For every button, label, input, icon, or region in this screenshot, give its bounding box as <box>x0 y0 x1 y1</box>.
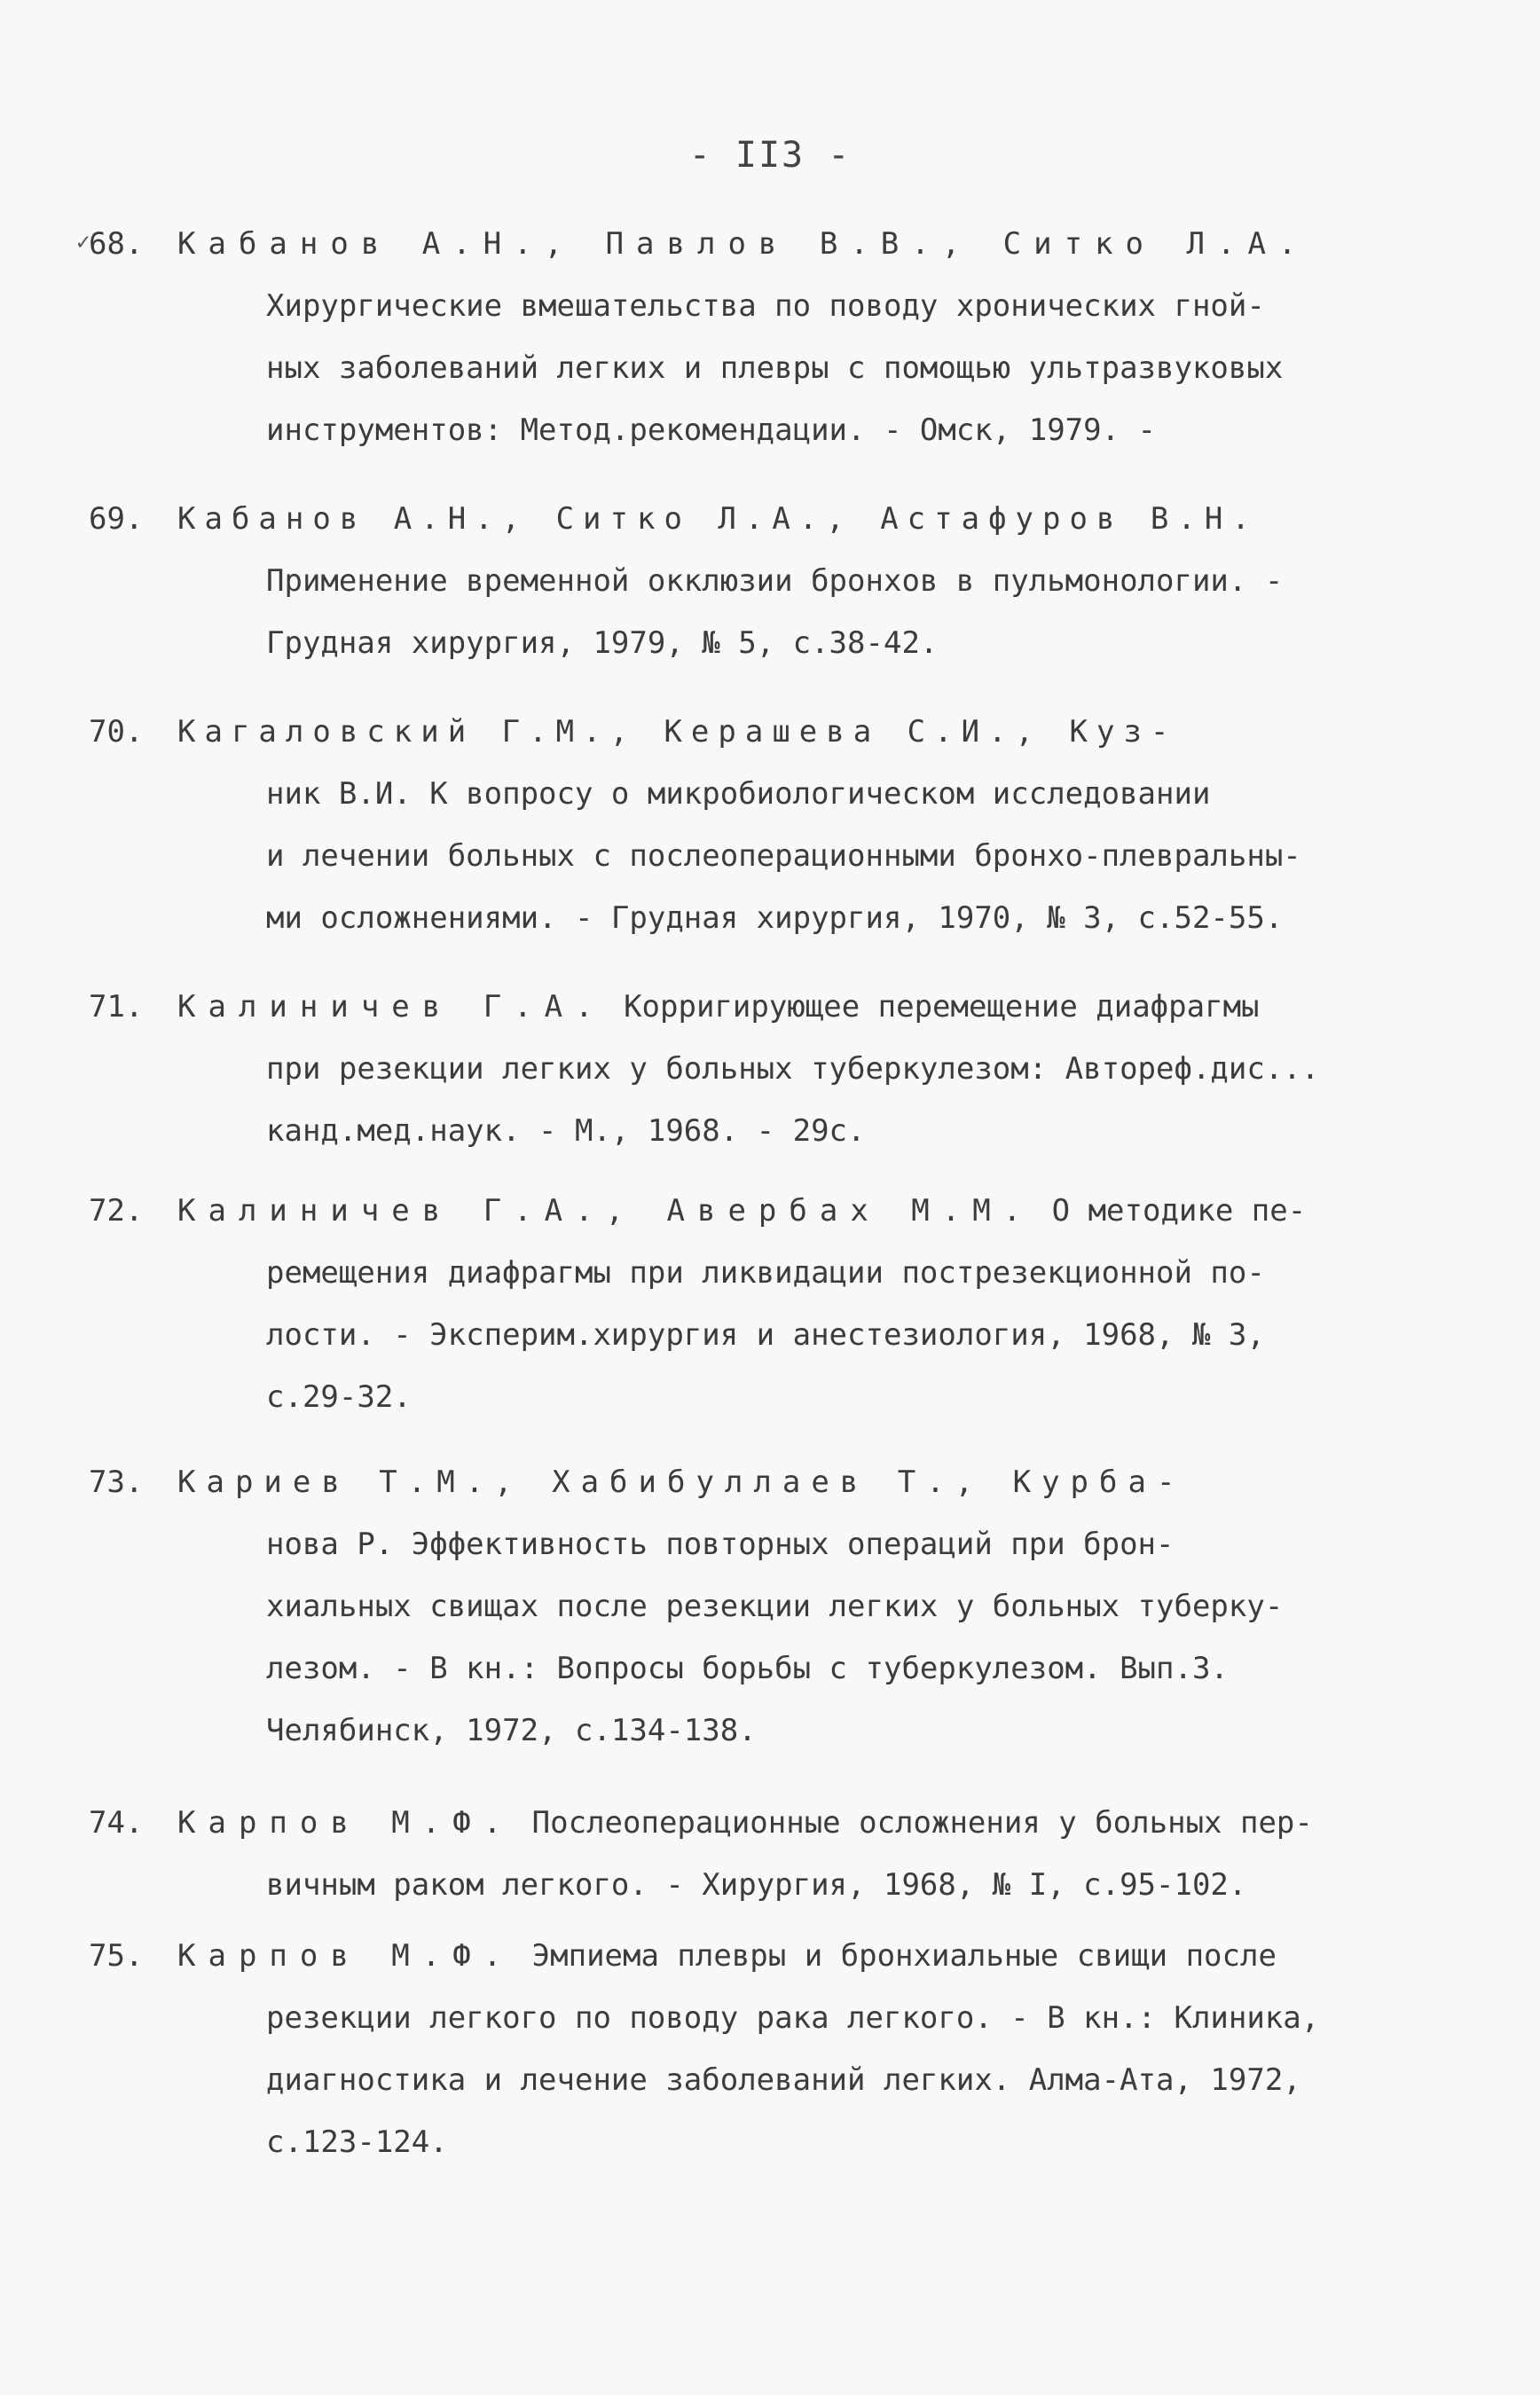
entry-first-line <box>89 1180 1473 1242</box>
entry-line: ми осложнениями. - Грудная хирургия, 1970, № 3, с.52-55. <box>266 900 1284 936</box>
entry-number: 75. <box>89 1938 144 1974</box>
entry-line: ремещения диафрагмы при ликвидации пострезекционной по- <box>266 1255 1265 1291</box>
entry-number: 74. <box>89 1805 144 1841</box>
bibliography-entry-68 <box>89 213 1473 461</box>
entry-number: 71. <box>89 989 144 1025</box>
entry-authors: Кариев Т.М., Хабибуллаев Т., Курба- <box>177 1464 1186 1500</box>
entry-line: резекции легкого по поводу рака легкого. - В кн.: Клиника, <box>266 2000 1320 2036</box>
entry-line: канд.мед.наук. - М., 1968. - 29с. <box>266 1113 866 1149</box>
entry-line: Челябинск, 1972, с.134-138. <box>266 1713 757 1748</box>
entry-first-line <box>89 701 1473 763</box>
entry-line: Применение временной окклюзии бронхов в пульмонологии. - <box>266 563 1284 599</box>
entry-title-start: Эмпиема плевры и бронхиальные свищи после <box>531 1938 1277 1974</box>
entry-line: и лечении больных с послеоперационными бронхо-плевральны- <box>266 838 1301 874</box>
entry-authors: Калиничев Г.А., Авербах М.М. <box>177 1193 1034 1229</box>
entry-line: с.123-124. <box>266 2124 448 2160</box>
entry-line: нова Р. Эффективность повторных операций при брон- <box>266 1527 1175 1562</box>
entry-title-start: Корригирующее перемещение диафрагмы <box>624 989 1260 1025</box>
entry-authors: Кабанов А.Н., Павлов В.В., Ситко Л.А. <box>177 226 1309 262</box>
entry-line: при резекции легких у больных туберкулезом: Автореф.дис... <box>266 1051 1320 1087</box>
entry-authors: Кагаловский Г.М., Керашева С.И., Куз- <box>177 714 1178 750</box>
page-number: - II3 - <box>688 135 852 176</box>
entry-first-line <box>89 976 1473 1038</box>
entry-line: инструментов: Метод.рекомендации. - Омск, 1979. - <box>266 412 1157 448</box>
entry-line: вичным раком легкого. - Хирургия, 1968, № I, с.95-102. <box>266 1867 1247 1903</box>
entry-first-line <box>89 1451 1473 1513</box>
entry-line: лости. - Эксперим.хирургия и анестезиология, 1968, № 3, <box>266 1317 1265 1353</box>
entry-line: с.29-32. <box>266 1379 412 1415</box>
entry-line: ных заболеваний легких и плевры с помощью ультразвуковых <box>266 350 1284 386</box>
bibliography-entry-69 <box>89 488 1473 674</box>
entry-first-line <box>89 488 1473 550</box>
entry-number: 73. <box>89 1464 144 1500</box>
entry-line: ник В.И. К вопросу о микробиологическом исследовании <box>266 776 1211 812</box>
entry-number: 72. <box>89 1193 144 1229</box>
entry-line: Хирургические вмешательства по поводу хронических гной- <box>266 288 1265 324</box>
bibliography-entry-75 <box>89 1925 1473 2173</box>
entry-first-line <box>89 1925 1473 1987</box>
bibliography-entry-70 <box>89 701 1473 949</box>
bibliography-entry-74 <box>89 1792 1473 1916</box>
entry-title-start: О методике пе- <box>1051 1193 1307 1229</box>
entry-line: диагностика и лечение заболеваний легких. Алма-Ата, 1972, <box>266 2062 1301 2098</box>
bibliography-entry-73 <box>89 1451 1473 1762</box>
bibliography-entry-71 <box>89 976 1473 1162</box>
entry-title-start: Послеоперационные осложнения у больных пер- <box>531 1805 1313 1841</box>
entry-authors: Калиничев Г.А. <box>177 989 606 1025</box>
bibliography-entry-72 <box>89 1180 1473 1428</box>
margin-checkmark: ✓ <box>76 229 90 255</box>
entry-first-line <box>89 1792 1473 1854</box>
entry-authors: Карпов М.Ф. <box>177 1805 515 1841</box>
entry-line: хиальных свищах после резекции легких у больных туберку- <box>266 1589 1284 1624</box>
entry-number: 68. <box>89 226 144 262</box>
entry-number: 70. <box>89 714 144 750</box>
entry-line: Грудная хирургия, 1979, № 5, с.38-42. <box>266 625 939 661</box>
entry-authors: Кабанов А.Н., Ситко Л.А., Астафуров В.Н. <box>177 501 1259 537</box>
entry-first-line <box>89 213 1473 275</box>
entry-number: 69. <box>89 501 144 537</box>
entry-authors: Карпов М.Ф. <box>177 1938 515 1974</box>
entry-line: лезом. - В кн.: Вопросы борьбы с туберкулезом. Вып.3. <box>266 1651 1229 1686</box>
